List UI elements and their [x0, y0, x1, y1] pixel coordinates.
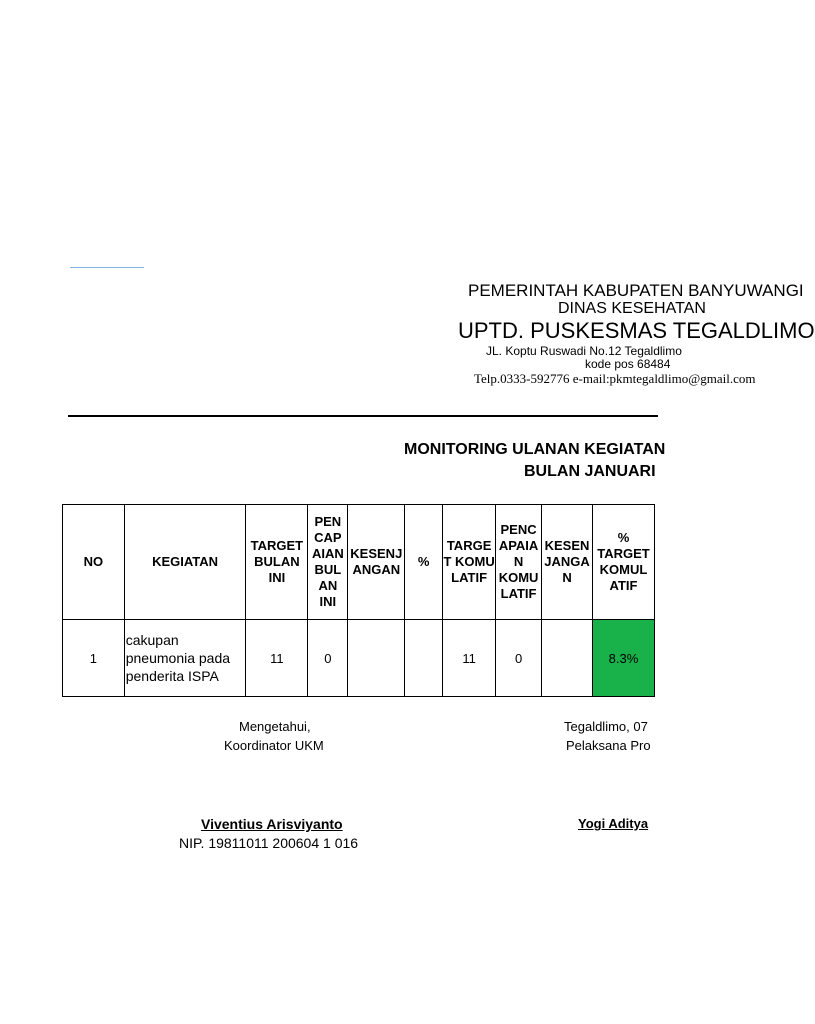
header-no: NO — [63, 505, 125, 620]
sign-left-label-2: Koordinator UKM — [224, 738, 324, 753]
cell-no: 1 — [63, 620, 125, 697]
document-visible-area: PEMERINTAH KABUPATEN BANYUWANGI DINAS KESEHATAN UPTD. PUSKESMAS TEGALDLIMO JL. Koptu Ruswadi No.12 Tegaldlimo kode pos 68484 Telp.0333-592776 e-mail:pkmtegaldlimo@gmail.com MONITORING ULANAN KEGIATAN BULAN JANUARI NO KEGIATAN TARGET BULAN INI PEN CAP AIAN BUL AN INI KESENJ ANGAN % TARGE T KOMU LATIF PENC APAIA N KOMU LATIF KESEN JANGA N % TARGET KOMUL ATIF 1 cakupan pneumonia pada penderita ISPA 11 0 11 0 8.3% Mengetahui, Koordinator UKM Viventius Arisviyanto NIP. 19811011 200604 1 016 Tegaldlimo, 07 Pelaksana Pro Yogi Aditya — [0, 0, 655, 1024]
cell-persen-target: 8.3% — [593, 620, 655, 697]
cell-pencapaian-bulan-ini: 0 — [308, 620, 348, 697]
sign-left-nip: NIP. 19811011 200604 1 016 — [179, 835, 359, 851]
header-target-komulatif: TARGE T KOMU LATIF — [443, 505, 496, 620]
sign-right-label-1: Tegaldlimo, 07 — [564, 719, 648, 734]
header-kesenjangan: KESENJ ANGAN — [348, 505, 405, 620]
cell-target-bulan-ini: 11 — [246, 620, 308, 697]
logo-underline — [70, 267, 144, 268]
header-target-bulan-ini: TARGET BULAN INI — [246, 505, 308, 620]
cell-kesenjangan-2 — [542, 620, 593, 697]
cell-persen — [405, 620, 443, 697]
header-pencapaian-komulatif: PENC APAIA N KOMU LATIF — [496, 505, 542, 620]
header-persen-target: % TARGET KOMUL ATIF — [593, 505, 655, 620]
header-kesenjangan-2: KESEN JANGA N — [542, 505, 593, 620]
header-divider — [68, 415, 658, 417]
sign-right-name: Yogi Aditya — [578, 816, 649, 831]
header-persen: % — [405, 505, 443, 620]
sign-left-label-1: Mengetahui, — [239, 719, 311, 734]
header-kegiatan: KEGIATAN — [124, 505, 246, 620]
cell-pencapaian-komulatif: 0 — [496, 620, 542, 697]
sign-right-label-2: Pelaksana Pro — [566, 738, 651, 753]
monitoring-table — [62, 504, 655, 697]
table-row — [63, 620, 655, 697]
cell-kegiatan: cakupan pneumonia pada penderita ISPA — [124, 620, 246, 697]
sign-left-name: Viventius Arisviyanto — [201, 816, 343, 832]
table-header-row — [63, 505, 655, 620]
cell-kesenjangan — [348, 620, 405, 697]
header-pencapaian-bulan-ini: PEN CAP AIAN BUL AN INI — [308, 505, 348, 620]
cell-target-komulatif: 11 — [443, 620, 496, 697]
